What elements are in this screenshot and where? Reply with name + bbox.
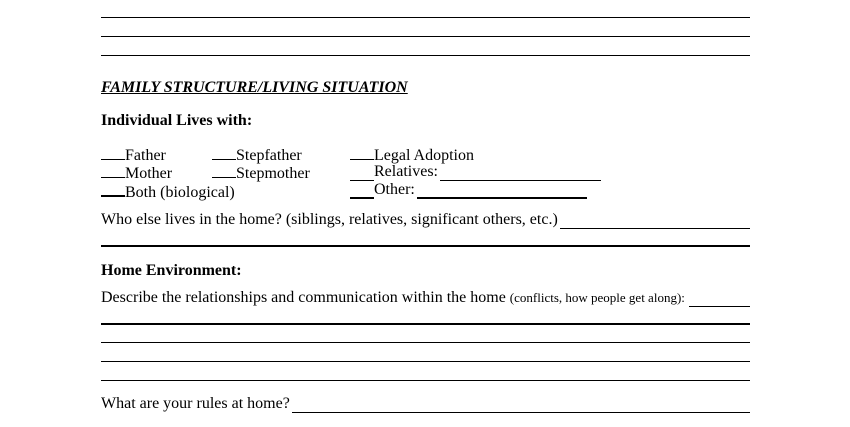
relatives-blank[interactable]: [350, 166, 374, 181]
both-biological-blank[interactable]: [101, 181, 125, 197]
relatives-label: Relatives:: [374, 163, 438, 180]
describe-relationships-hint: (conflicts, how people get along):: [509, 290, 685, 305]
other-blank[interactable]: [350, 183, 374, 199]
option-other[interactable]: [350, 181, 587, 199]
option-father[interactable]: [101, 145, 166, 165]
stepmother-label: Stepmother: [236, 165, 310, 182]
describe-answer-line-4[interactable]: [101, 380, 750, 381]
describe-answer-line-1[interactable]: [101, 323, 750, 325]
other-fill-line[interactable]: [417, 183, 587, 199]
describe-answer-line-2[interactable]: [101, 342, 750, 343]
stepfather-blank[interactable]: [212, 145, 236, 160]
rules-at-home-label: What are your rules at home?: [101, 395, 290, 412]
section-title: FAMILY STRUCTURE/LIVING SITUATION: [101, 79, 408, 96]
option-relatives[interactable]: [350, 163, 601, 181]
father-blank[interactable]: [101, 145, 125, 160]
who-else-answer-line[interactable]: [101, 245, 750, 247]
who-else-fill-line[interactable]: [560, 214, 750, 229]
answer-line-top-2[interactable]: [101, 36, 750, 37]
both-biological-label: Both (biological): [125, 184, 235, 201]
option-stepfather[interactable]: [212, 145, 302, 165]
stepfather-label: Stepfather: [236, 147, 302, 164]
answer-line-top-1[interactable]: [101, 17, 750, 18]
who-else-field[interactable]: [101, 211, 750, 229]
relatives-fill-line[interactable]: [440, 166, 601, 181]
answer-line-top-3[interactable]: [101, 55, 750, 56]
rules-at-home-fill-line[interactable]: [292, 398, 750, 413]
option-mother[interactable]: [101, 163, 172, 183]
describe-relationships-label: Describe the relationships and communication within the home: [101, 289, 506, 306]
describe-answer-line-3[interactable]: [101, 361, 750, 362]
who-else-label: Who else lives in the home? (siblings, relatives, significant others, etc.): [101, 211, 558, 228]
mother-blank[interactable]: [101, 163, 125, 178]
describe-relationships-fill-line[interactable]: [689, 292, 750, 307]
describe-relationships-field[interactable]: [101, 289, 750, 307]
home-environment-label: Home Environment:: [101, 262, 242, 279]
option-legal-adoption[interactable]: [350, 145, 474, 165]
legal-adoption-label: Legal Adoption: [374, 147, 474, 164]
rules-at-home-field[interactable]: [101, 395, 750, 413]
stepmother-blank[interactable]: [212, 163, 236, 178]
option-stepmother[interactable]: [212, 163, 310, 183]
other-label: Other:: [374, 181, 415, 198]
lives-with-label: Individual Lives with:: [101, 112, 253, 129]
father-label: Father: [125, 147, 166, 164]
mother-label: Mother: [125, 165, 173, 182]
option-both-biological[interactable]: [101, 181, 235, 202]
legal-adoption-blank[interactable]: [350, 145, 374, 160]
